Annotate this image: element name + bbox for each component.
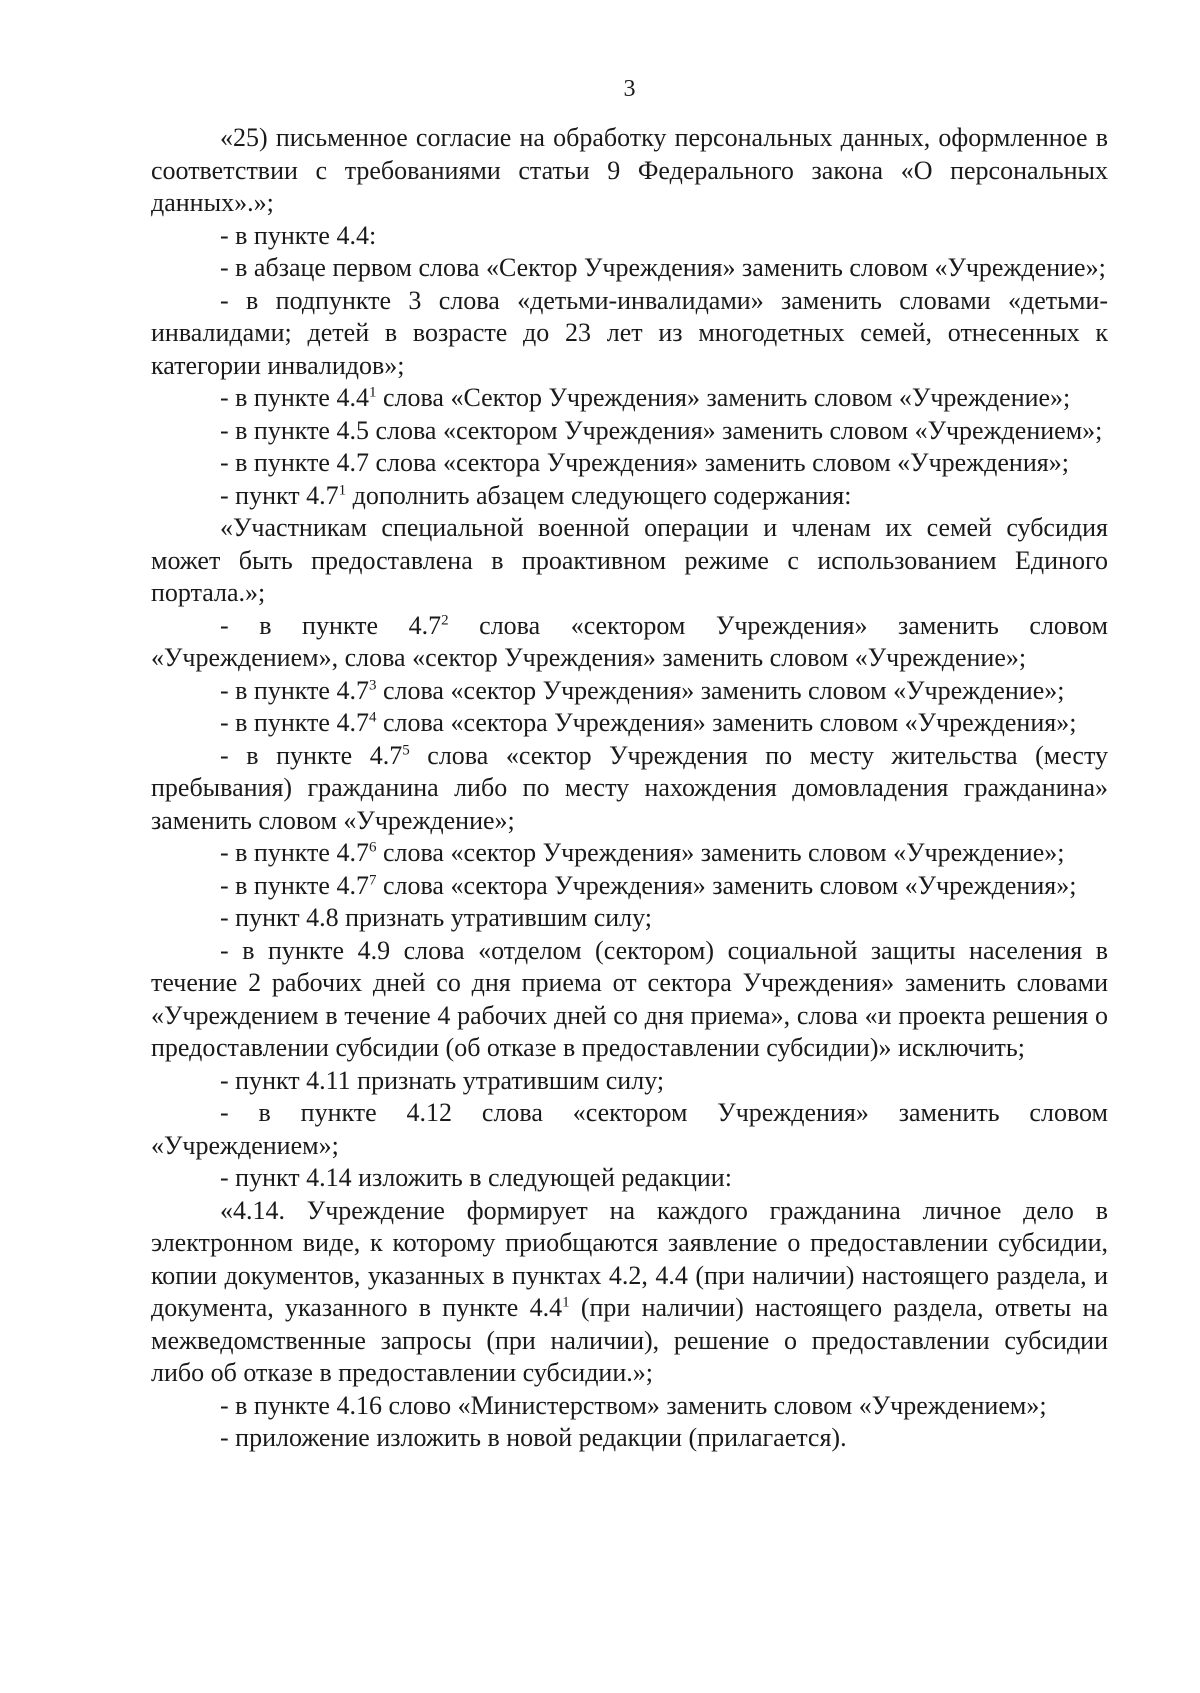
paragraph	[151, 740, 1108, 838]
paragraph-text-start: - в пункте 4.7	[220, 870, 369, 900]
superscript-index: 6	[368, 839, 377, 856]
paragraph-text-end: слова «сектора Учреждения» заменить словом «Учреждения»;	[376, 870, 1077, 900]
paragraph-text-end: слова «сектора Учреждения» заменить словом «Учреждения»;	[376, 708, 1077, 737]
paragraph: - в пункте 4.12 слова «сектором Учреждения» заменить словом «Учреждением»;	[151, 1098, 1108, 1160]
superscript-index: 5	[402, 741, 410, 758]
paragraph-text-end: дополнить абзацем следующего содержания:	[346, 480, 852, 510]
paragraph-text-end: слова «сектор Учреждения» заменить словом «Учреждение»;	[376, 838, 1065, 867]
superscript-index: 1	[368, 384, 377, 401]
page-number: 3	[623, 76, 636, 102]
superscript-index: 4	[368, 709, 377, 726]
paragraph	[151, 382, 1108, 415]
paragraph: - в пункте 4.4:	[220, 220, 377, 250]
paragraph-text-start: - в пункте 4.4	[220, 383, 369, 412]
paragraph: - в подпункте 3 слова «детьми-инвалидами» заменить словами «детьми-инвалидами; детей в возрасте до 23 лет из многодетных семей, отнесенных к категории инвалидов»;	[151, 285, 1108, 380]
paragraph-text-start: - в пункте 4.7	[220, 610, 442, 640]
paragraph: - приложение изложить в новой редакции (прилагается).	[220, 1423, 847, 1452]
paragraph	[151, 480, 1108, 513]
superscript-index: 1	[338, 481, 347, 498]
paragraph-text-end: слова «Сектор Учреждения» заменить словом «Учреждение»;	[376, 383, 1071, 412]
paragraph-text-end: слова «сектор Учреждения» заменить словом «Учреждение»;	[376, 675, 1065, 705]
paragraph: - в пункте 4.5 слова «сектором Учреждения» заменить словом «Учреждением»;	[220, 415, 1103, 445]
superscript-index: 7	[368, 871, 377, 888]
paragraph	[151, 1195, 1108, 1390]
paragraph: «25) письменное согласие на обработку персональных данных, оформленное в соответствии с требованиями статьи 9 Федерального закона «О персональных данных».»;	[151, 123, 1108, 217]
paragraph-text-end: (при наличии) настоящего раздела, ответы на межведомственные запросы (при наличии), решение о предоставлении субсидии либо об отказе в предоставлении субсидии.»;	[151, 1293, 1108, 1387]
paragraph-text-end: слова «сектором Учреждения» заменить словом «Учреждением», слова «сектор Учреждения» заменить словом «Учреждение»;	[151, 610, 1108, 672]
paragraph: - в пункте 4.9 слова «отделом (сектором) социальной защиты населения в течение 2 рабочих дней со дня приема от сектора Учреждения» заменить словами «Учреждением в течение 4 рабочих дней со дня приема», слова «и проекта решения о предоставлении субсидии (об отказе в предоставлении субсидии)» исключить;	[151, 935, 1108, 1062]
paragraph-text-start: - в пункте 4.7	[220, 708, 369, 737]
paragraph-text-start: - в пункте 4.7	[220, 675, 369, 705]
paragraph-text-start: - в пункте 4.7	[220, 838, 369, 867]
paragraph	[151, 610, 1108, 675]
paragraph	[151, 870, 1108, 903]
paragraph: - пункт 4.11 признать утратившим силу;	[220, 1065, 665, 1095]
paragraph: - пункт 4.8 признать утратившим силу;	[220, 903, 653, 932]
superscript-index: 2	[441, 611, 449, 628]
paragraph-text-start: - в пункте 4.7	[220, 740, 403, 770]
paragraph: - пункт 4.14 изложить в следующей редакции:	[220, 1163, 732, 1192]
document-body	[151, 122, 1108, 1455]
paragraph-text-start: «4.14. Учреждение формирует на каждого гражданина личное дело в электронном виде, к которому приобщаются заявление о предоставлении субсидии, копии документов, указанных в пунктах 4.2, 4.4 (при наличии) настоящего раздела, и документа, указанного в пункте 4.4	[151, 1195, 1108, 1322]
paragraph: - в абзаце первом слова «Сектор Учреждения» заменить словом «Учреждение»;	[220, 253, 1106, 282]
paragraph	[151, 707, 1108, 740]
paragraph-text-start: - пункт 4.7	[220, 480, 339, 510]
paragraph: «Участникам специальной военной операции и членам их семей субсидия может быть предоставлена в проактивном режиме с использованием Единого портала.»;	[151, 513, 1108, 607]
paragraph	[151, 837, 1108, 870]
superscript-index: 1	[562, 1294, 570, 1311]
paragraph-text-end: слова «сектор Учреждения по месту жительства (месту пребывания) гражданина либо по месту нахождения домовладения гражданина» заменить словом «Учреждение»;	[151, 740, 1108, 835]
superscript-index: 3	[368, 676, 377, 693]
paragraph: - в пункте 4.16 слово «Министерством» заменить словом «Учреждением»;	[220, 1390, 1047, 1420]
paragraph: - в пункте 4.7 слова «сектора Учреждения» заменить словом «Учреждения»;	[220, 448, 1069, 477]
paragraph	[151, 675, 1108, 708]
